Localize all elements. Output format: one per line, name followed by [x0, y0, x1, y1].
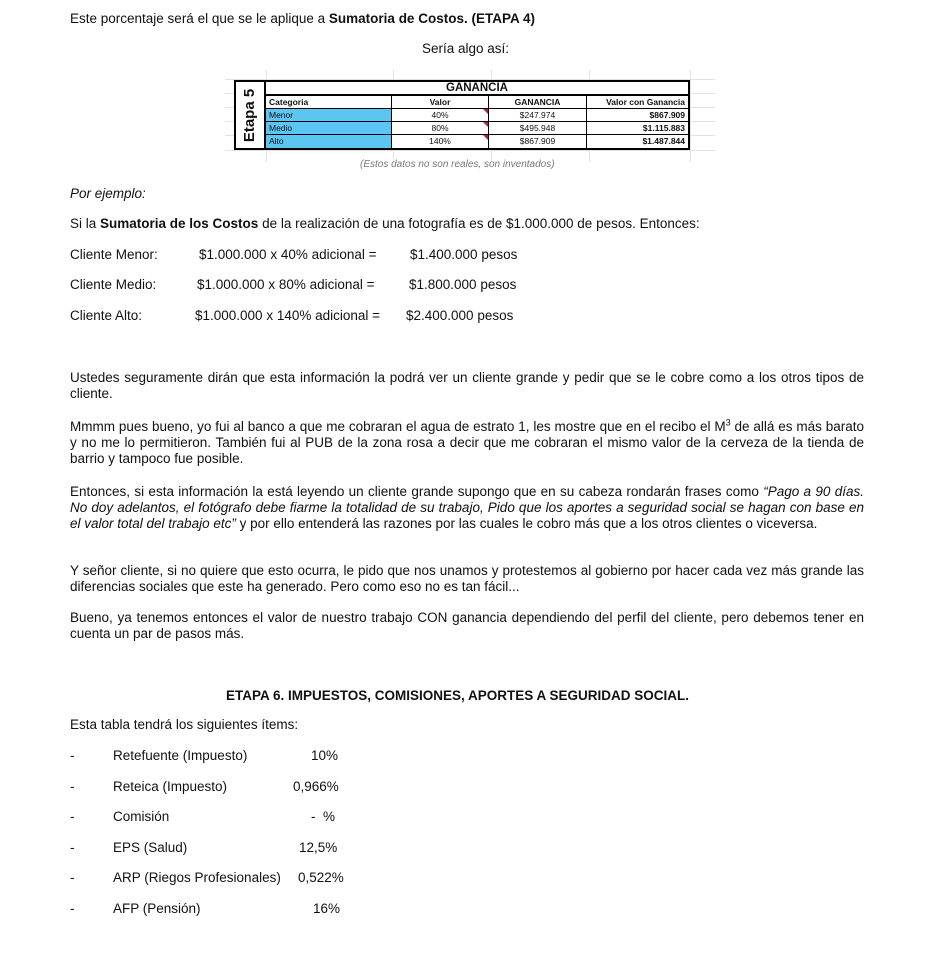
- case-label: Cliente Menor:: [70, 247, 158, 262]
- case-result: $2.400.000 pesos: [406, 308, 514, 323]
- case-label: Cliente Alto:: [70, 308, 143, 323]
- ganancia-table-title: GANANCIA: [266, 82, 688, 96]
- list-item-label: Comisión: [113, 809, 170, 824]
- case-formula: $1.000.000 x 80% adicional =: [197, 277, 375, 292]
- header-ganancia: GANANCIA: [489, 96, 587, 109]
- list-item-value: 12,5%: [299, 840, 338, 855]
- table-note: (Estos datos no son reales, son inventados): [360, 159, 555, 170]
- list-item-value: 0,966%: [293, 779, 339, 794]
- header-categoria: Categoria: [266, 96, 392, 109]
- seria-algo-asi: Sería algo así:: [422, 41, 510, 56]
- example-intro: Si la Sumatoria de los Costos de la realización de una fotografía es de $1.000.000 de pesos. Entonces:: [70, 216, 700, 231]
- case-formula: $1.000.000 x 40% adicional =: [199, 247, 377, 262]
- paragraph-3: Entonces, si esta información la está leyendo un cliente grande supongo que en su cabeza rondarán frases como “Pago a 90 días. No doy adelantos, el fotógrafo debe fiarme la totalidad de su trabajo, Pido que los aportes a seguridad social se hagan con base en el valor total del trabajo etc” y por ello entenderá las razones por las cuales le cobro más que a los otros clientes o viceversa.: [70, 484, 864, 531]
- list-item-label: ARP (Riegos Profesionales): [113, 870, 281, 885]
- etapa-6-intro: Esta tabla tendrá los siguientes ítems:: [70, 717, 299, 732]
- paragraph-2: Mmmm pues bueno, yo fui al banco a que me cobraran el agua de estrato 1, les mostre que en el recibo el $M^3$ de allá es más barato y no me lo permitieron. También fui al PUB de la zona rosa a decir que me cobraran el mismo valor de la cerveza de la tienda de barrio y tampoco fue posible.: [70, 417, 865, 466]
- case-result: $1.400.000 pesos: [410, 247, 518, 262]
- cell-ganancia: $247.974: [489, 109, 587, 122]
- intro-line: [70, 11, 535, 26]
- cell-valor-con-ganancia: $1.115.883: [587, 122, 688, 135]
- list-item-label: EPS (Salud): [113, 840, 188, 855]
- list-item-value: 10%: [311, 748, 339, 763]
- paragraph-1: Ustedes seguramente dirán que esta información la podrá ver un cliente grande y pedir que se le cobre como a los otros tipos de cliente.: [70, 370, 864, 401]
- example-heading: Por ejemplo:: [70, 186, 146, 201]
- cell-ganancia: $495.948: [489, 122, 587, 135]
- case-label: Cliente Medio:: [70, 277, 157, 292]
- list-dash: -: [70, 870, 75, 885]
- list-item-label: Retefuente (Impuesto): [113, 748, 248, 763]
- ganancia-table: [234, 80, 690, 150]
- cell-valor: 140%: [392, 135, 489, 148]
- list-dash: -: [70, 840, 75, 855]
- etapa-5-side-label: Etapa 5: [236, 82, 266, 148]
- etapa-6-heading: ETAPA 6. IMPUESTOS, COMISIONES, APORTES A SEGURIDAD SOCIAL.: [226, 688, 690, 703]
- cell-valor: 40%: [392, 109, 489, 122]
- cell-categoria-menor: Menor: [266, 109, 392, 122]
- header-valor-con-ganancia: Valor con Ganancia: [587, 96, 688, 109]
- list-item-value: 0,522%: [298, 870, 344, 885]
- cell-categoria-alto: Alto: [266, 135, 392, 148]
- intro-text: Este porcentaje será el que se le aplique a: [70, 11, 329, 26]
- cell-valor-con-ganancia: $867.909: [587, 109, 688, 122]
- cell-valor: 80%: [392, 122, 489, 135]
- list-dash: -: [70, 901, 75, 916]
- list-item-label: Reteica (Impuesto): [113, 779, 228, 794]
- cell-valor-con-ganancia: $1.487.844: [642, 136, 685, 146]
- paragraph-5: Bueno, ya tenemos entonces el valor de nuestro trabajo CON ganancia dependiendo del perfil del cliente, pero debemos tener en cuenta un par de pasos más.: [70, 610, 864, 641]
- list-item-value: 16%: [313, 901, 341, 916]
- case-result: $1.800.000 pesos: [409, 277, 517, 292]
- paragraph-4: Y señor cliente, si no quiere que esto ocurra, le pido que nos unamos y protestemos al gobierno por hacer cada vez más grande las diferencias sociales que este ha generado. Pero como eso no es tan fácil...: [70, 563, 864, 594]
- intro-bold-text: Sumatoria de Costos. (ETAPA 4): [328, 11, 535, 26]
- case-formula: $1.000.000 x 140% adicional =: [195, 308, 381, 323]
- list-dash: -: [70, 779, 75, 794]
- header-valor: Valor: [392, 96, 489, 109]
- list-dash: -: [70, 748, 75, 763]
- list-item-label: AFP (Pensión): [113, 901, 201, 916]
- list-item-value: - %: [311, 809, 336, 824]
- cell-ganancia: $867.909: [489, 135, 587, 148]
- list-dash: -: [70, 809, 75, 824]
- cell-categoria-medio: Medio: [266, 122, 392, 135]
